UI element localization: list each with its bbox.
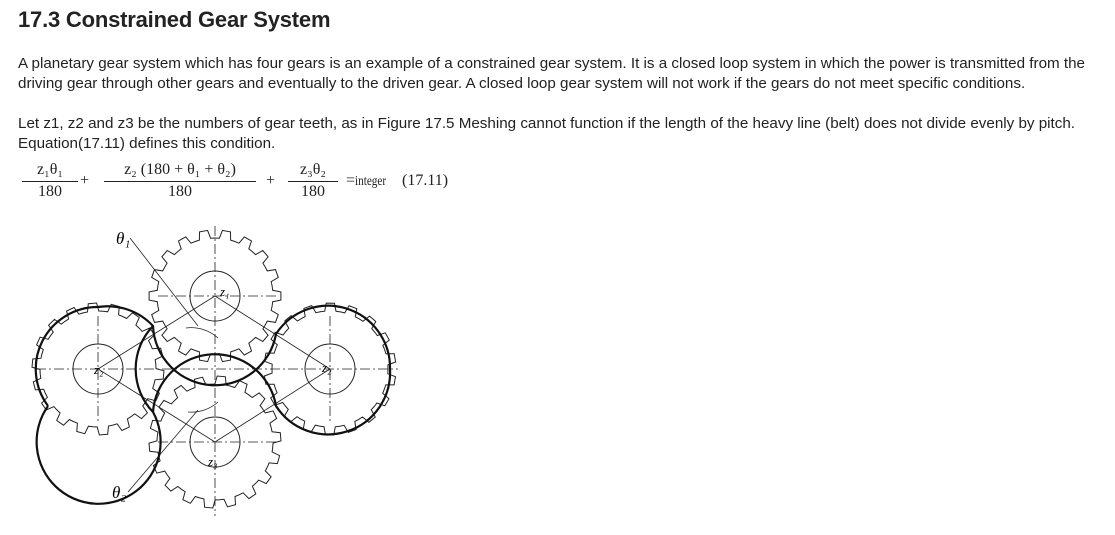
equation-17-11 <box>18 160 538 206</box>
term1-numerator: z₁θ₁ <box>37 161 63 178</box>
equation-term1 <box>22 160 78 202</box>
equation-rhs <box>346 172 394 190</box>
link-line <box>215 369 330 442</box>
plus-sign: + <box>266 172 276 189</box>
theta1-label: θ₁ <box>116 229 131 248</box>
term2-denominator: 180 <box>168 183 192 200</box>
paragraph-intro: A planetary gear system which has four gears is an example of a constrained gear system. It is a closed loop system in which the power is transmitted from the driving gear through other gears and eventually to the driven gear. A closed loop gear system will not work if the gears do not meet specific conditions. <box>18 55 1085 92</box>
term2-numerator: z₂ (180 + θ₁ + θ₂) <box>124 161 236 178</box>
theta2-leader <box>128 410 198 492</box>
paragraph-condition: Let z1, z2 and z3 be the numbers of gear teeth, as in Figure 17.5 Meshing cannot function if the length of the heavy line (belt) does not divide evenly by pitch. Equation(17.11) defines this condition. <box>18 115 1076 152</box>
term3-denominator: 180 <box>301 183 325 200</box>
construction-lines <box>36 226 398 516</box>
belt-left-close <box>36 307 98 406</box>
equation-term2 <box>104 160 256 202</box>
belt-left <box>37 326 161 504</box>
theta1-leader <box>130 238 198 326</box>
term3-numerator: z₃θ₂ <box>300 161 326 178</box>
z1-label: z₁ <box>220 284 230 299</box>
gear-figure <box>18 216 418 530</box>
equation-number: (17.11) <box>402 172 449 189</box>
equation-term3 <box>288 160 338 202</box>
z2-right-label: z₂ <box>322 360 332 375</box>
theta2-label: θ₂ <box>112 483 127 502</box>
plus-sign: + <box>80 172 90 189</box>
theta1-arc <box>186 328 218 338</box>
rhs-integer: integer <box>355 174 387 189</box>
equals-sign: = <box>346 172 356 189</box>
gear-diagram <box>18 216 418 530</box>
theta2-arc <box>188 402 218 412</box>
heavy-belt-line <box>36 306 390 504</box>
belt-right <box>98 306 390 435</box>
section-heading: 17.3 Constrained Gear System <box>18 7 331 32</box>
term1-denominator: 180 <box>38 183 62 200</box>
z2-left-label: z₂ <box>94 362 104 377</box>
z3-label: z₃ <box>208 454 218 469</box>
